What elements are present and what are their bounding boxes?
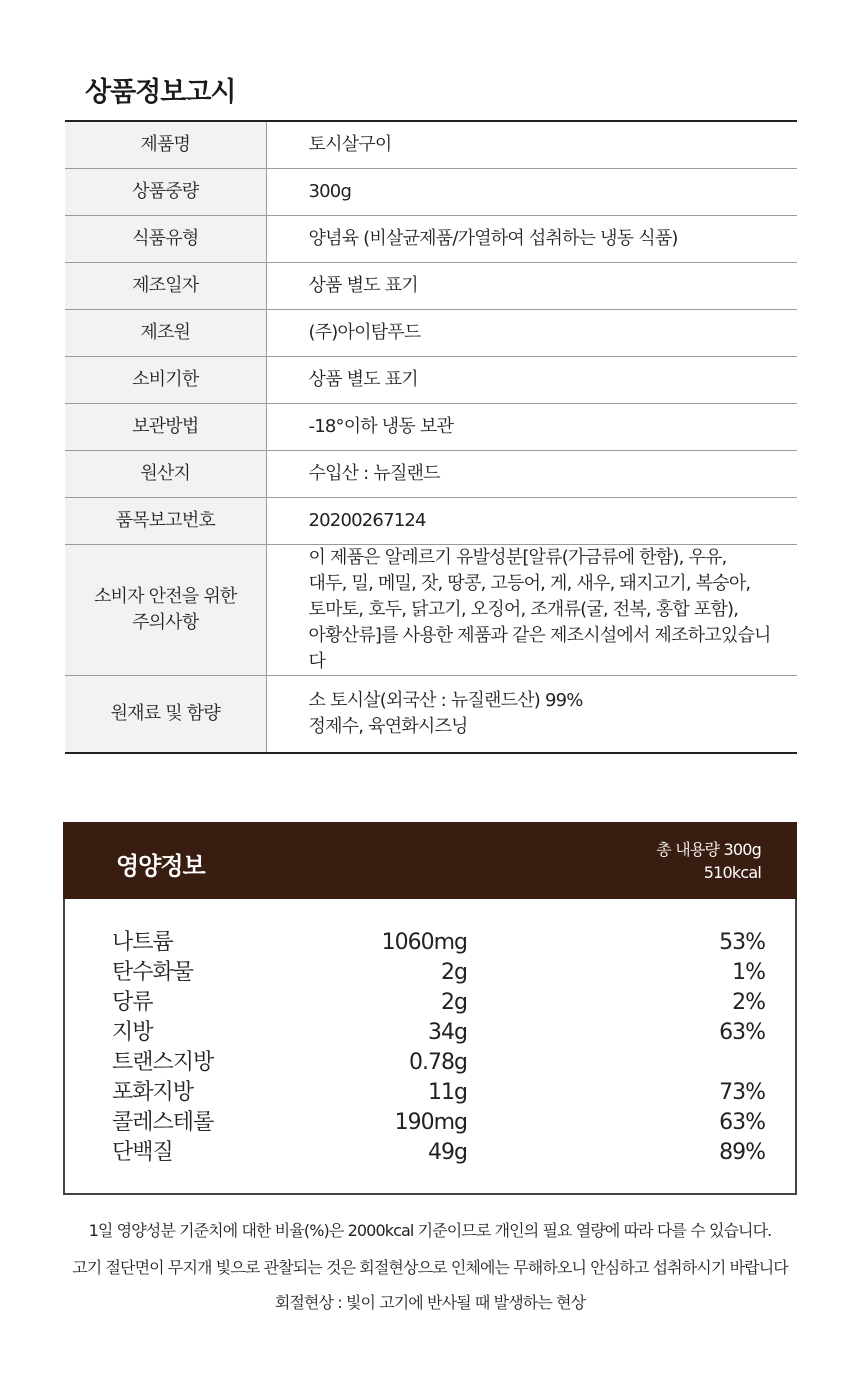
info-value: 20200267124	[266, 497, 797, 544]
nutrient-percent: 73%	[719, 1080, 765, 1105]
nutrient-percent: 2%	[732, 990, 765, 1015]
nutrient-amount: 1060mg	[381, 930, 467, 955]
product-info-table	[65, 120, 797, 754]
nutrition-header	[63, 822, 797, 899]
ingredients-text	[266, 675, 797, 753]
nutrition-row	[65, 1018, 795, 1048]
nutrition-row	[65, 1108, 795, 1138]
nutrient-amount: 0.78g	[409, 1050, 467, 1075]
info-label: 원산지	[65, 450, 266, 497]
info-label: 제조일자	[65, 262, 266, 309]
info-value: 토시살구이	[266, 121, 797, 168]
info-value: 수입산 : 뉴질랜드	[266, 450, 797, 497]
safety-line: 이 제품은 알레르기 유발성분[알류(가금류에 한함), 우유,	[308, 546, 727, 568]
page-title: 상품정보고시	[85, 77, 236, 108]
nutrient-percent: 63%	[719, 1110, 765, 1135]
info-row	[65, 121, 797, 168]
nutrient-percent: 63%	[719, 1020, 765, 1045]
info-value: 상품 별도 표기	[266, 262, 797, 309]
info-row	[65, 215, 797, 262]
info-row	[65, 403, 797, 450]
nutrition-row	[65, 1138, 795, 1168]
info-label: 소비기한	[65, 356, 266, 403]
safety-line: 토마토, 호두, 닭고기, 오징어, 조개류(굴, 전복, 홍합 포함),	[308, 598, 739, 620]
ingredients-row	[65, 675, 797, 753]
footnote-diffraction-definition: 회절현상 : 빛이 고기에 반사될 때 발생하는 현상	[274, 1293, 586, 1312]
ingredients-label: 원재료 및 함량	[65, 675, 266, 753]
info-value: 상품 별도 표기	[266, 356, 797, 403]
nutrition-title: 영양정보	[116, 852, 205, 880]
info-label: 제품명	[65, 121, 266, 168]
total-content: 총 내용량 300g	[656, 840, 761, 859]
info-value: -18°이하 냉동 보관	[266, 403, 797, 450]
nutrient-percent: 1%	[732, 960, 765, 985]
safety-label-line: 주의사항	[132, 611, 199, 633]
nutrient-percent: 89%	[719, 1140, 765, 1165]
nutrition-panel	[63, 822, 797, 1195]
nutrition-row	[65, 1048, 795, 1078]
ingredients-line: 소 토시살(외국산 : 뉴질랜드산) 99%	[308, 689, 583, 711]
nutrient-name: 단백질	[112, 1140, 173, 1165]
safety-row	[65, 544, 797, 675]
info-row	[65, 356, 797, 403]
safety-label-line: 소비자 안전을 위한	[93, 585, 237, 607]
safety-text	[266, 544, 797, 675]
nutrient-name: 지방	[112, 1020, 153, 1045]
info-row	[65, 497, 797, 544]
info-value: (주)아이탐푸드	[266, 309, 797, 356]
safety-label	[65, 544, 266, 675]
nutrition-rows	[65, 928, 795, 1168]
info-row	[65, 450, 797, 497]
nutrient-name: 포화지방	[112, 1080, 194, 1105]
nutrient-amount: 190mg	[394, 1110, 467, 1135]
info-label: 제조원	[65, 309, 266, 356]
nutrition-row	[65, 1078, 795, 1108]
nutrient-amount: 2g	[441, 960, 467, 985]
info-value: 양념육 (비살균제품/가열하여 섭취하는 냉동 식품)	[266, 215, 797, 262]
info-label: 상품중량	[65, 168, 266, 215]
nutrient-name: 콜레스테롤	[112, 1110, 214, 1135]
info-label: 품목보고번호	[65, 497, 266, 544]
total-calories: 510kcal	[703, 863, 761, 882]
nutrition-total	[656, 838, 761, 884]
info-row	[65, 262, 797, 309]
nutrient-name: 당류	[112, 990, 153, 1015]
safety-line: 아황산류]를 사용한 제품과 같은 제조시설에서 제조하고있습니다	[308, 624, 771, 672]
nutrient-name: 나트륨	[112, 930, 173, 955]
nutrient-name: 탄수화물	[112, 960, 194, 985]
ingredients-line: 정제수, 육연화시즈닝	[308, 715, 468, 737]
safety-line: 대두, 밀, 메밀, 잣, 땅콩, 고등어, 게, 새우, 돼지고기, 복숭아,	[308, 572, 751, 594]
info-label: 식품유형	[65, 215, 266, 262]
nutrition-row	[65, 928, 795, 958]
nutrient-amount: 34g	[428, 1020, 467, 1045]
nutrient-name: 트랜스지방	[112, 1050, 214, 1075]
info-row	[65, 309, 797, 356]
nutrition-row	[65, 958, 795, 988]
info-row	[65, 168, 797, 215]
info-value: 300g	[266, 168, 797, 215]
footnote-daily-value: 1일 영양성분 기준치에 대한 비율(%)은 2000kcal 기준이므로 개인의 필요 열량에 따라 다를 수 있습니다.	[88, 1221, 772, 1240]
nutrition-row	[65, 988, 795, 1018]
info-label: 보관방법	[65, 403, 266, 450]
nutrient-amount: 49g	[428, 1140, 467, 1165]
footnote-diffraction: 고기 절단면이 무지개 빛으로 관찰되는 것은 회절현상으로 인체에는 무해하오니 안심하고 섭취하시기 바랍니다	[72, 1258, 788, 1277]
nutrient-percent: 53%	[719, 930, 765, 955]
nutrient-amount: 11g	[428, 1080, 467, 1105]
nutrient-amount: 2g	[441, 990, 467, 1015]
